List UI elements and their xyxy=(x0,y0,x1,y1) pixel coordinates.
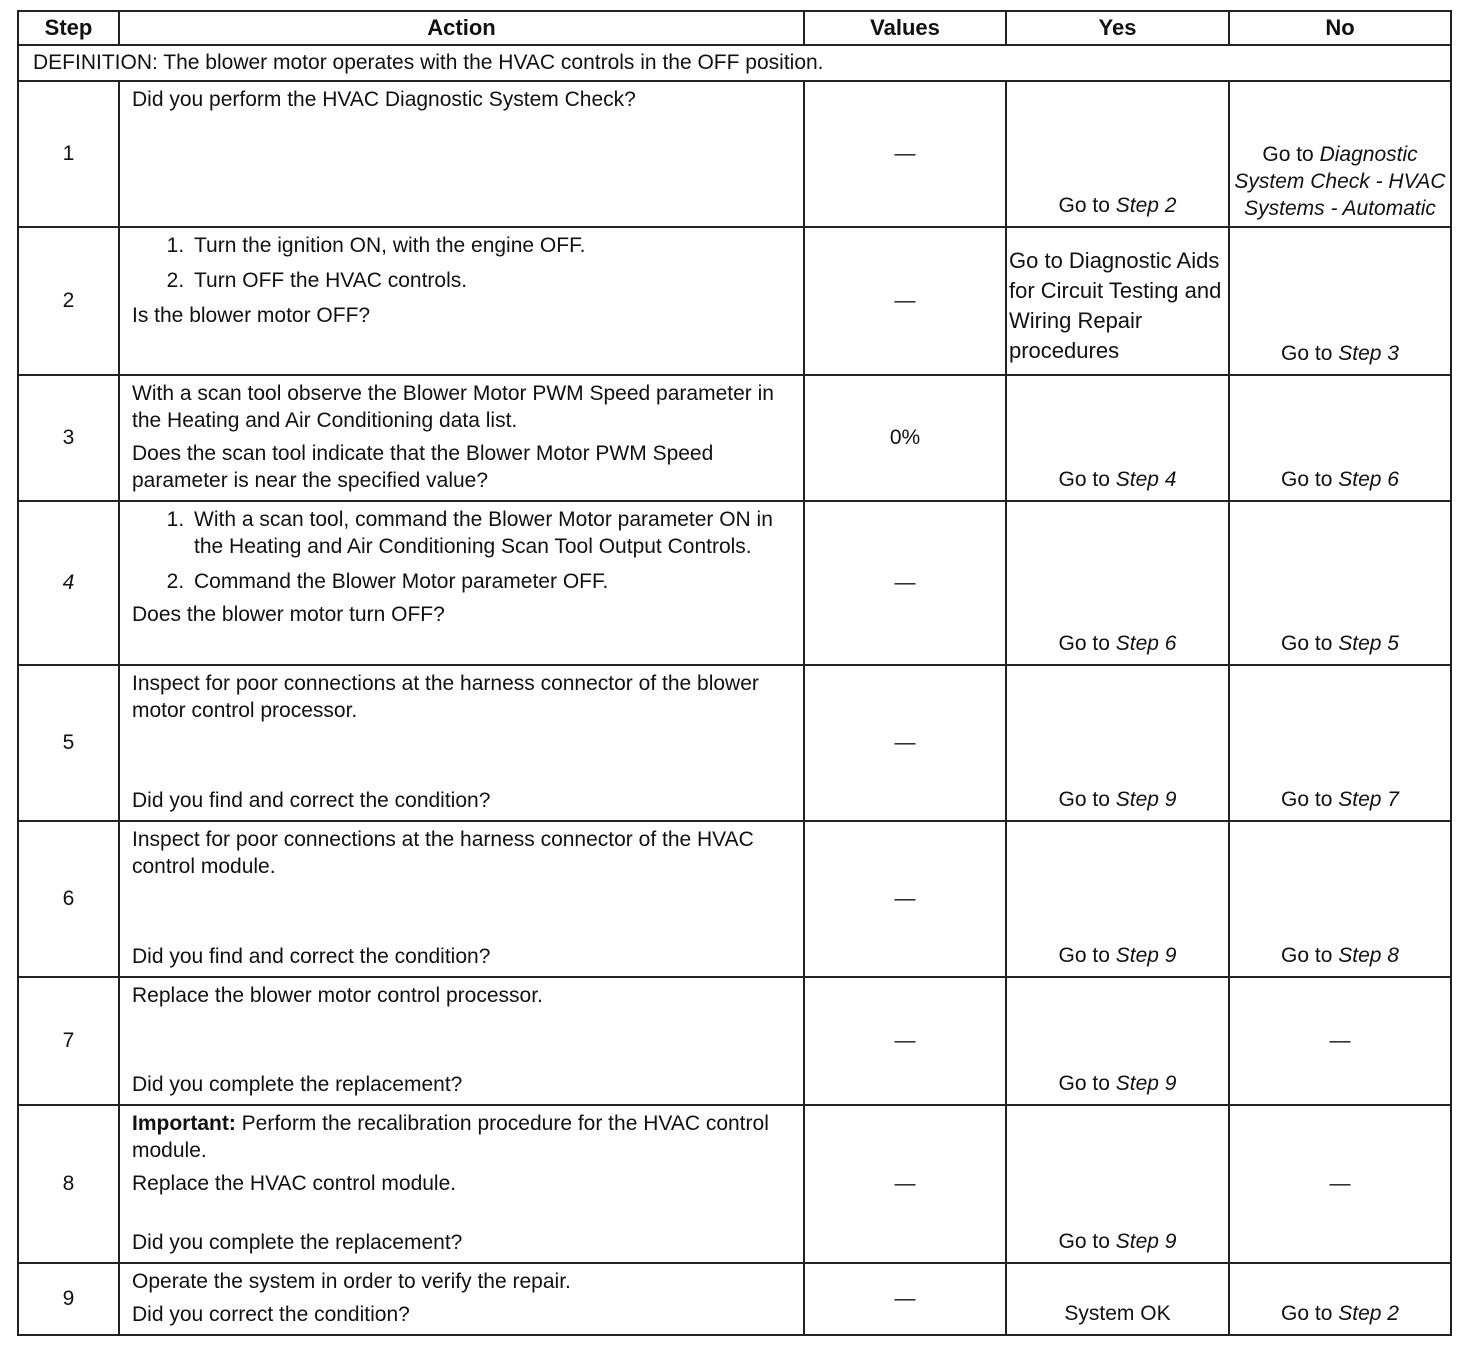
step-number: 3 xyxy=(18,375,119,501)
no-prefix: Go to xyxy=(1281,1302,1333,1325)
action-cell xyxy=(119,821,804,977)
action-question: Does the scan tool indicate that the Blower Motor PWM Speed parameter is near the specified value? xyxy=(132,442,714,492)
yes-cell xyxy=(1006,977,1229,1105)
no-ref: Step 7 xyxy=(1338,788,1399,811)
yes-ref: Step 6 xyxy=(1115,632,1177,655)
step-number: 8 xyxy=(18,1105,119,1263)
table-row xyxy=(18,977,1451,1105)
yes-cell: Go to Diagnostic Aids for Circuit Testing and Wiring Repair procedures xyxy=(1006,227,1229,375)
action-item: 1. With a scan tool, command the Blower Motor parameter ON in the Heating and Air Conditioning Scan Tool Output Controls. xyxy=(190,506,793,560)
value-cell: — xyxy=(804,81,1006,227)
action-text: Inspect for poor connections at the harness connector of the HVAC control module. xyxy=(132,828,754,878)
action-list xyxy=(132,232,793,294)
value-cell: — xyxy=(804,1263,1006,1335)
header-row xyxy=(18,11,1451,45)
yes-prefix: Go to xyxy=(1058,632,1110,655)
value-cell: 0% xyxy=(804,375,1006,501)
value-cell: — xyxy=(804,1105,1006,1263)
yes-ref: Step 9 xyxy=(1115,788,1177,811)
no-prefix: Go to xyxy=(1262,143,1314,166)
yes-prefix: Go to xyxy=(1058,944,1110,967)
no-ref: Diagnostic System Check - HVAC Systems - Automatic xyxy=(1234,143,1446,220)
action-list xyxy=(132,506,793,595)
yes-prefix: Go to xyxy=(1058,194,1110,217)
action-cell xyxy=(119,227,804,375)
table-row xyxy=(18,375,1451,501)
no-ref: Step 2 xyxy=(1338,1302,1399,1325)
header-no: No xyxy=(1229,11,1451,45)
action-question: Does the blower motor turn OFF? xyxy=(132,603,445,626)
no-cell xyxy=(1229,665,1451,821)
no-prefix: Go to xyxy=(1281,468,1333,491)
action-text: Inspect for poor connections at the harness connector of the blower motor control processor. xyxy=(132,672,759,722)
no-cell xyxy=(1229,501,1451,665)
action-text: Replace the HVAC control module. xyxy=(132,1172,457,1195)
action-text: Operate the system in order to verify the repair. xyxy=(132,1270,571,1293)
action-text: Replace the blower motor control processor. xyxy=(132,984,543,1007)
no-cell xyxy=(1229,227,1451,375)
header-step: Step xyxy=(18,11,119,45)
important-text: Perform the recalibration procedure for the HVAC control module. xyxy=(132,1112,769,1162)
yes-cell xyxy=(1006,1105,1229,1263)
table-row xyxy=(18,821,1451,977)
action-item: 2. Command the Blower Motor parameter OFF. xyxy=(190,568,793,595)
step-number: 2 xyxy=(18,227,119,375)
table-row xyxy=(18,81,1451,227)
yes-prefix: Go to xyxy=(1058,1230,1110,1253)
no-ref: Step 3 xyxy=(1338,342,1399,365)
no-cell xyxy=(1229,821,1451,977)
table-row xyxy=(18,227,1451,375)
value-cell: — xyxy=(804,501,1006,665)
action-cell xyxy=(119,1105,804,1263)
action-cell xyxy=(119,977,804,1105)
action-cell xyxy=(119,375,804,501)
yes-ref: Step 2 xyxy=(1115,194,1177,217)
no-cell: — xyxy=(1229,1105,1451,1263)
action-cell xyxy=(119,1263,804,1335)
value-cell: — xyxy=(804,227,1006,375)
step-number: 9 xyxy=(18,1263,119,1335)
yes-cell xyxy=(1006,81,1229,227)
no-ref: Step 8 xyxy=(1338,944,1399,967)
action-question: Did you correct the condition? xyxy=(132,1303,410,1326)
step-number: 1 xyxy=(18,81,119,227)
action-cell xyxy=(119,501,804,665)
header-yes: Yes xyxy=(1006,11,1229,45)
yes-prefix: Go to xyxy=(1058,788,1110,811)
step-number: 6 xyxy=(18,821,119,977)
step-number: 7 xyxy=(18,977,119,1105)
no-prefix: Go to xyxy=(1281,944,1333,967)
no-cell xyxy=(1229,1263,1451,1335)
no-ref: Step 6 xyxy=(1338,468,1399,491)
no-prefix: Go to xyxy=(1281,342,1333,365)
action-item: 1. Turn the ignition ON, with the engine OFF. xyxy=(190,232,793,259)
action-question: Did you find and correct the condition? xyxy=(132,945,491,968)
value-cell: — xyxy=(804,665,1006,821)
yes-cell xyxy=(1006,501,1229,665)
yes-cell xyxy=(1006,821,1229,977)
definition-text: DEFINITION: The blower motor operates with the HVAC controls in the OFF position. xyxy=(18,45,1451,81)
yes-cell xyxy=(1006,665,1229,821)
action-text: Did you perform the HVAC Diagnostic System Check? xyxy=(132,88,636,111)
value-cell: — xyxy=(804,977,1006,1105)
step-number: 4 xyxy=(18,501,119,665)
definition-row xyxy=(18,45,1451,81)
action-question: Is the blower motor OFF? xyxy=(132,304,371,327)
action-text: With a scan tool observe the Blower Motor PWM Speed parameter in the Heating and Air Conditioning data list. xyxy=(132,382,774,432)
diagnostic-table xyxy=(17,10,1452,1336)
yes-prefix: Go to xyxy=(1058,468,1110,491)
no-cell: — xyxy=(1229,977,1451,1105)
action-question: Did you find and correct the condition? xyxy=(132,789,491,812)
important-note xyxy=(132,1110,793,1164)
important-label: Important: xyxy=(132,1112,236,1135)
step-number: 5 xyxy=(18,665,119,821)
action-question: Did you complete the replacement? xyxy=(132,1231,463,1254)
no-prefix: Go to xyxy=(1281,632,1333,655)
action-cell xyxy=(119,665,804,821)
no-ref: Step 5 xyxy=(1338,632,1399,655)
yes-ref: Step 9 xyxy=(1115,1072,1177,1095)
table-row xyxy=(18,1105,1451,1263)
yes-ref: Step 4 xyxy=(1115,468,1177,491)
action-cell xyxy=(119,81,804,227)
yes-ref: Step 9 xyxy=(1115,1230,1177,1253)
yes-prefix: Go to xyxy=(1058,1072,1110,1095)
header-values: Values xyxy=(804,11,1006,45)
no-cell xyxy=(1229,375,1451,501)
no-prefix: Go to xyxy=(1281,788,1333,811)
no-cell xyxy=(1229,81,1451,227)
yes-ref: Step 9 xyxy=(1115,944,1177,967)
action-item: 2. Turn OFF the HVAC controls. xyxy=(190,267,793,294)
action-question: Did you complete the replacement? xyxy=(132,1073,463,1096)
yes-cell xyxy=(1006,375,1229,501)
table-row xyxy=(18,1263,1451,1335)
header-action: Action xyxy=(119,11,804,45)
value-cell: — xyxy=(804,821,1006,977)
yes-cell: System OK xyxy=(1006,1263,1229,1335)
table-row xyxy=(18,501,1451,665)
table-row xyxy=(18,665,1451,821)
